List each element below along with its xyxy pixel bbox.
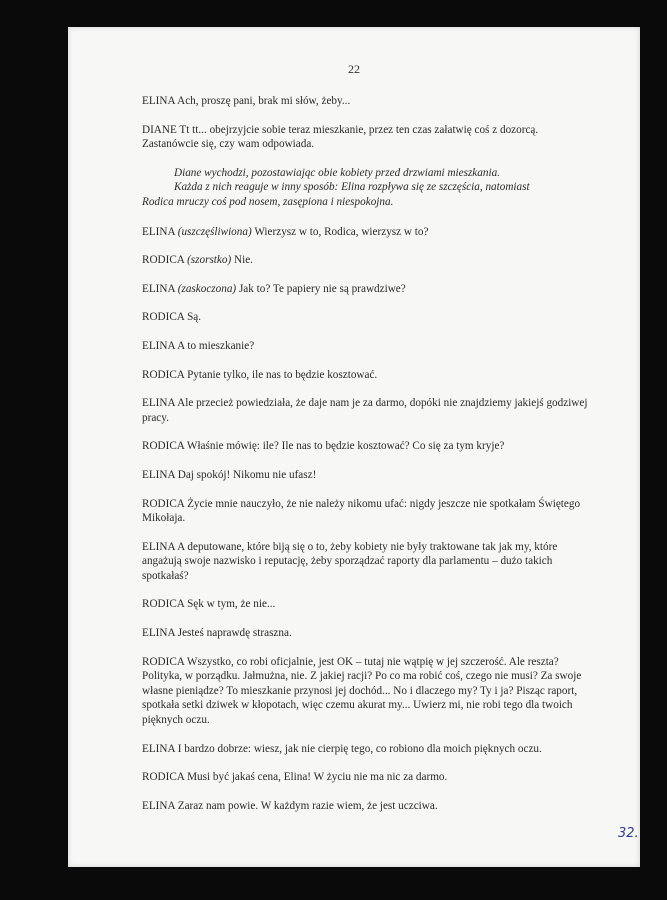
dialogue-line <box>142 368 592 383</box>
stage-direction-line: Rodica mruczy coś pod nosem, zasępiona i niespokojna. <box>142 195 394 208</box>
speaker-name: ELINA <box>142 95 175 107</box>
dialogue-text: Właśnie mówię: ile? Ile nas to będzie kosztować? Co się za tym kryje? <box>186 440 505 453</box>
dialogue-text: Życie mnie nauczyło, że nie należy nikomu ufać: nigdy jeszcze nie spotkałam Świętego Mikołaja. <box>142 497 581 525</box>
dialogue-line <box>142 339 592 354</box>
speaker-name: RODICA <box>142 368 185 381</box>
dialogue-text: A deputowane, które biją się o to, żeby kobiety nie były traktowane tak jak my, które angażują swoje nazwisko i reputację, żeby sporządzać raporty dla parlamentu – dużo takich spotkałaś? <box>142 540 558 582</box>
dialogue-text: Daj spokój! Nikomu nie ufasz! <box>177 468 317 481</box>
dialogue-line <box>142 540 592 584</box>
speaker-name: ELINA <box>142 540 175 553</box>
speaker-name: ELINA <box>142 742 175 755</box>
dialogue-text: Jesteś naprawdę straszna. <box>177 627 292 640</box>
dialogue-line <box>142 310 592 325</box>
stage-note: (uszczęśliwiona) <box>177 225 252 238</box>
dialogue-line <box>142 799 592 814</box>
stage-direction-line: Każda z nich reaguje w inny sposób: Elina rozpływa się ze szczęścia, natomiast <box>174 181 530 194</box>
dialogue-text: Wszystko, co robi oficjalnie, jest OK – tutaj nie wątpię w jej szczerość. Ale reszta? Polityka, w porządku. Jałmużna, nie. Z jakiej racji? Po co ma robić coś, czego nie musi? Za swoje własne pieniądze? To mieszkanie przynosi jej dochód... No i dlaczego my? Ty i ja? Pisząc raport, spotkała setki dziwek w kłopotach, więc czemu akurat my... Uwierz mi, nie robi tego dla twoich pięknych oczu. <box>142 655 582 727</box>
dialogue-line <box>142 497 592 526</box>
dialogue-line <box>142 396 592 425</box>
dialogue-text: Tt tt... obejrzyjcie sobie teraz mieszkanie, przez ten czas załatwię coś z dozorcą. Zastanówcie się, czy wam odpowiada. <box>142 123 539 151</box>
speaker-name: RODICA <box>142 655 185 668</box>
dialogue-text: Jak to? Te papiery nie są prawdziwe? <box>238 282 406 295</box>
stage-direction-line: Diane wychodzi, pozostawiając obie kobiety przed drzwiami mieszkania. <box>174 166 500 179</box>
dialogue-line <box>142 439 592 454</box>
speaker-name: RODICA <box>142 771 185 784</box>
dialogue-text: Sęk w tym, że nie... <box>187 598 276 611</box>
stage-direction <box>142 166 592 210</box>
dialogue-text: Wierzysz w to, Rodica, wierzysz w to? <box>254 225 429 238</box>
speaker-name: RODICA <box>142 440 185 453</box>
dialogue-text: Musi być jakaś cena, Elina! W życiu nie ma nic za darmo. <box>187 771 448 784</box>
handwritten-page-mark: 32. <box>618 826 639 841</box>
stage-note: (szorstko) <box>187 254 232 267</box>
dialogue-line <box>142 468 592 483</box>
dialogue-text: Ale przecież powiedziała, że daje nam je za darmo, dopóki nie znajdziemy jakiejś godziwej pracy. <box>142 397 588 424</box>
dialogue-text: Pytanie tylko, ile nas to będzie kosztować. <box>187 368 378 381</box>
speaker-name: RODICA <box>142 311 185 324</box>
stage-note: (zaskoczona) <box>177 282 237 295</box>
dialogue-text: I bardzo dobrze: wiesz, jak nie cierpię tego, co robiono dla moich pięknych oczu. <box>177 742 542 755</box>
dialogue-text: Zaraz nam powie. W każdym razie wiem, że jest uczciwa. <box>177 799 438 812</box>
dialogue-line <box>142 770 592 785</box>
speaker-name: ELINA <box>142 468 175 481</box>
dialogue-text: A to mieszkanie? <box>177 339 255 352</box>
document-page <box>68 27 640 867</box>
dialogue-text: Są. <box>187 311 202 324</box>
speaker-name: RODICA <box>142 497 185 510</box>
speaker-name: ELINA <box>142 339 175 352</box>
speaker-name: ELINA <box>142 397 175 410</box>
speaker-name: DIANE <box>142 123 177 136</box>
script-body <box>142 94 592 827</box>
dialogue-line <box>142 597 592 612</box>
speaker-name: ELINA <box>142 799 175 812</box>
page-number: 22 <box>348 62 360 76</box>
dialogue-line <box>142 94 592 109</box>
speaker-name: RODICA <box>142 598 185 611</box>
dialogue-line <box>142 282 592 297</box>
dialogue-text: Ach, proszę pani, brak mi słów, żeby... <box>177 95 351 107</box>
dialogue-line <box>142 123 592 152</box>
speaker-name: RODICA <box>142 254 185 267</box>
dialogue-line <box>142 253 592 268</box>
speaker-name: ELINA <box>142 225 175 238</box>
speaker-name: ELINA <box>142 627 175 640</box>
dialogue-line <box>142 742 592 757</box>
dialogue-text: Nie. <box>234 254 253 267</box>
speaker-name: ELINA <box>142 282 175 295</box>
dialogue-line <box>142 655 592 728</box>
dialogue-line <box>142 626 592 641</box>
dialogue-line <box>142 225 592 240</box>
